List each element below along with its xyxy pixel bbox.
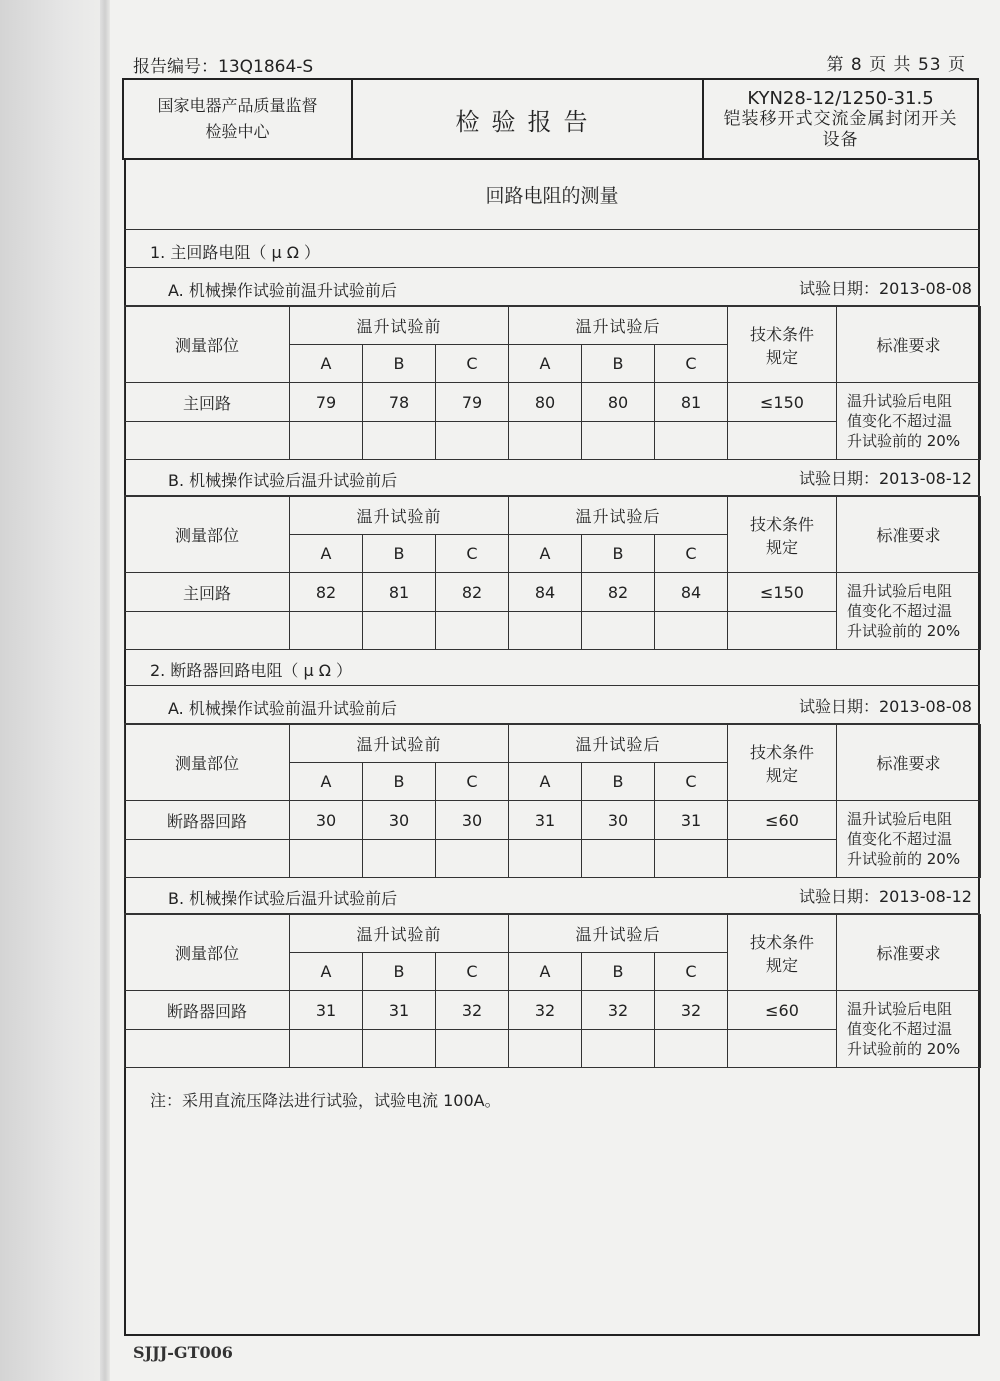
empty-cell (290, 1030, 363, 1068)
value-cell: 84 (509, 573, 582, 612)
phase-c-header: C (436, 763, 509, 801)
value-cell: 30 (582, 801, 655, 840)
subtable-title: B. 机械操作试验后温升试验前后 (168, 889, 398, 908)
value-cell: 82 (290, 573, 363, 612)
standard-header: 标准要求 (837, 915, 981, 991)
empty-cell (509, 840, 582, 878)
subtable-heading (124, 268, 980, 306)
measurement-table (124, 914, 981, 1068)
empty-cell (728, 1030, 837, 1068)
binding-shadow (0, 0, 108, 1381)
before-header: 温升试验前 (290, 307, 509, 345)
test-date: 试验日期：2013-08-12 (799, 469, 972, 488)
empty-cell (655, 422, 728, 460)
standard-cell: 温升试验后电阻 值变化不超过温 升试验前的 20% (837, 801, 981, 878)
phase-a-header: A (509, 763, 582, 801)
standard-header: 标准要求 (837, 307, 981, 383)
after-header: 温升试验后 (509, 725, 728, 763)
tech-header: 技术条件 规定 (728, 497, 837, 573)
empty-cell (655, 612, 728, 650)
value-cell: 80 (582, 383, 655, 422)
test-date: 试验日期：2013-08-08 (799, 279, 972, 298)
value-cell: 31 (363, 991, 436, 1030)
phase-c-header: C (655, 763, 728, 801)
report-header (122, 78, 979, 160)
phase-a-header: A (509, 953, 582, 991)
value-cell: 32 (655, 991, 728, 1030)
empty-cell (125, 422, 290, 460)
after-header: 温升试验后 (509, 497, 728, 535)
phase-a-header: A (509, 535, 582, 573)
subtable-heading (124, 876, 980, 914)
product-model: KYN28-12/1250-31.5 (747, 87, 934, 109)
part-heading (124, 230, 980, 268)
value-cell: 32 (436, 991, 509, 1030)
phase-b-header: B (582, 345, 655, 383)
part-heading-text: 2. 断路器回路电阻（ μ Ω ） (150, 661, 353, 680)
value-cell: 81 (363, 573, 436, 612)
measurement-table (124, 724, 981, 878)
empty-cell (363, 1030, 436, 1068)
location-header: 测量部位 (125, 915, 290, 991)
phase-b-header: B (582, 953, 655, 991)
phase-c-header: C (655, 953, 728, 991)
tech-value-cell: ≤60 (728, 801, 837, 840)
measurement-table (124, 306, 981, 460)
measurement-table (124, 496, 981, 650)
part-heading-text: 1. 主回路电阻（ μ Ω ） (150, 243, 321, 262)
section-title: 回路电阻的测量 (124, 160, 980, 230)
phase-a-header: A (290, 345, 363, 383)
location-header: 测量部位 (125, 307, 290, 383)
test-note: 注：采用直流压降法进行试验，试验电流 100A。 (150, 1091, 501, 1110)
before-header: 温升试验前 (290, 915, 509, 953)
empty-cell (509, 422, 582, 460)
subtable-title: A. 机械操作试验前温升试验前后 (168, 281, 397, 300)
value-cell: 31 (655, 801, 728, 840)
phase-a-header: A (290, 953, 363, 991)
empty-cell (436, 1030, 509, 1068)
standard-cell: 温升试验后电阻 值变化不超过温 升试验前的 20% (837, 383, 981, 460)
empty-cell (728, 612, 837, 650)
value-cell: 30 (436, 801, 509, 840)
before-header: 温升试验前 (290, 725, 509, 763)
location-header: 测量部位 (125, 725, 290, 801)
empty-cell (290, 840, 363, 878)
after-header: 温升试验后 (509, 915, 728, 953)
value-cell: 32 (582, 991, 655, 1030)
value-cell: 30 (290, 801, 363, 840)
product-name-line1: 铠装移开式交流金属封闭开关 (723, 108, 958, 129)
value-cell: 82 (436, 573, 509, 612)
empty-cell (290, 612, 363, 650)
test-date: 试验日期：2013-08-12 (799, 887, 972, 906)
empty-cell (509, 1030, 582, 1068)
value-cell: 84 (655, 573, 728, 612)
location-cell: 断路器回路 (125, 801, 290, 840)
location-cell: 主回路 (125, 573, 290, 612)
phase-a-header: A (290, 763, 363, 801)
tech-value-cell: ≤60 (728, 991, 837, 1030)
form-code: SJJJ-GT006 (133, 1343, 233, 1362)
phase-b-header: B (582, 535, 655, 573)
location-header: 测量部位 (125, 497, 290, 573)
standard-header: 标准要求 (837, 497, 981, 573)
empty-cell (436, 422, 509, 460)
org-name-line2: 检验中心 (205, 122, 270, 141)
binding-edge (100, 0, 110, 1381)
subtable-title: A. 机械操作试验前温升试验前后 (168, 699, 397, 718)
empty-cell (125, 612, 290, 650)
standard-header: 标准要求 (837, 725, 981, 801)
empty-cell (655, 1030, 728, 1068)
value-cell: 30 (363, 801, 436, 840)
document-title: 检验报告 (353, 80, 704, 158)
subtable-heading (124, 458, 980, 496)
empty-cell (728, 422, 837, 460)
tech-header: 技术条件 规定 (728, 915, 837, 991)
empty-cell (363, 612, 436, 650)
product-name-line2: 设备 (822, 129, 859, 150)
phase-b-header: B (363, 763, 436, 801)
tech-header: 技术条件 规定 (728, 307, 837, 383)
organization-cell (124, 80, 353, 158)
tech-value-cell: ≤150 (728, 573, 837, 612)
empty-cell (125, 1030, 290, 1068)
phase-c-header: C (655, 535, 728, 573)
empty-cell (582, 1030, 655, 1068)
empty-cell (363, 840, 436, 878)
empty-cell (728, 840, 837, 878)
empty-cell (436, 612, 509, 650)
before-header: 温升试验前 (290, 497, 509, 535)
phase-b-header: B (363, 953, 436, 991)
empty-cell (655, 840, 728, 878)
location-cell: 主回路 (125, 383, 290, 422)
empty-cell (582, 840, 655, 878)
phase-a-header: A (290, 535, 363, 573)
empty-cell (582, 612, 655, 650)
value-cell: 78 (363, 383, 436, 422)
value-cell: 32 (509, 991, 582, 1030)
report-number: 报告编号：13Q1864-S (133, 57, 314, 77)
empty-cell (125, 840, 290, 878)
phase-b-header: B (363, 345, 436, 383)
test-date: 试验日期：2013-08-08 (799, 697, 972, 716)
value-cell: 82 (582, 573, 655, 612)
phase-c-header: C (436, 535, 509, 573)
tech-value-cell: ≤150 (728, 383, 837, 422)
empty-cell (436, 840, 509, 878)
standard-cell: 温升试验后电阻 值变化不超过温 升试验前的 20% (837, 991, 981, 1068)
phase-c-header: C (655, 345, 728, 383)
empty-cell (509, 612, 582, 650)
phase-b-header: B (363, 535, 436, 573)
phase-c-header: C (436, 953, 509, 991)
phase-b-header: B (582, 763, 655, 801)
value-cell: 31 (290, 991, 363, 1030)
after-header: 温升试验后 (509, 307, 728, 345)
part-heading (124, 648, 980, 686)
value-cell: 81 (655, 383, 728, 422)
location-cell: 断路器回路 (125, 991, 290, 1030)
phase-c-header: C (436, 345, 509, 383)
empty-cell (363, 422, 436, 460)
empty-cell (582, 422, 655, 460)
subtable-title: B. 机械操作试验后温升试验前后 (168, 471, 398, 490)
value-cell: 80 (509, 383, 582, 422)
subtable-heading (124, 686, 980, 724)
page-indicator: 第 8 页 共 53 页 (826, 55, 966, 75)
phase-a-header: A (509, 345, 582, 383)
empty-cell (290, 422, 363, 460)
standard-cell: 温升试验后电阻 值变化不超过温 升试验前的 20% (837, 573, 981, 650)
value-cell: 79 (436, 383, 509, 422)
org-name-line1: 国家电器产品质量监督 (157, 96, 318, 115)
tech-header: 技术条件 规定 (728, 725, 837, 801)
value-cell: 31 (509, 801, 582, 840)
product-cell (704, 80, 977, 158)
value-cell: 79 (290, 383, 363, 422)
